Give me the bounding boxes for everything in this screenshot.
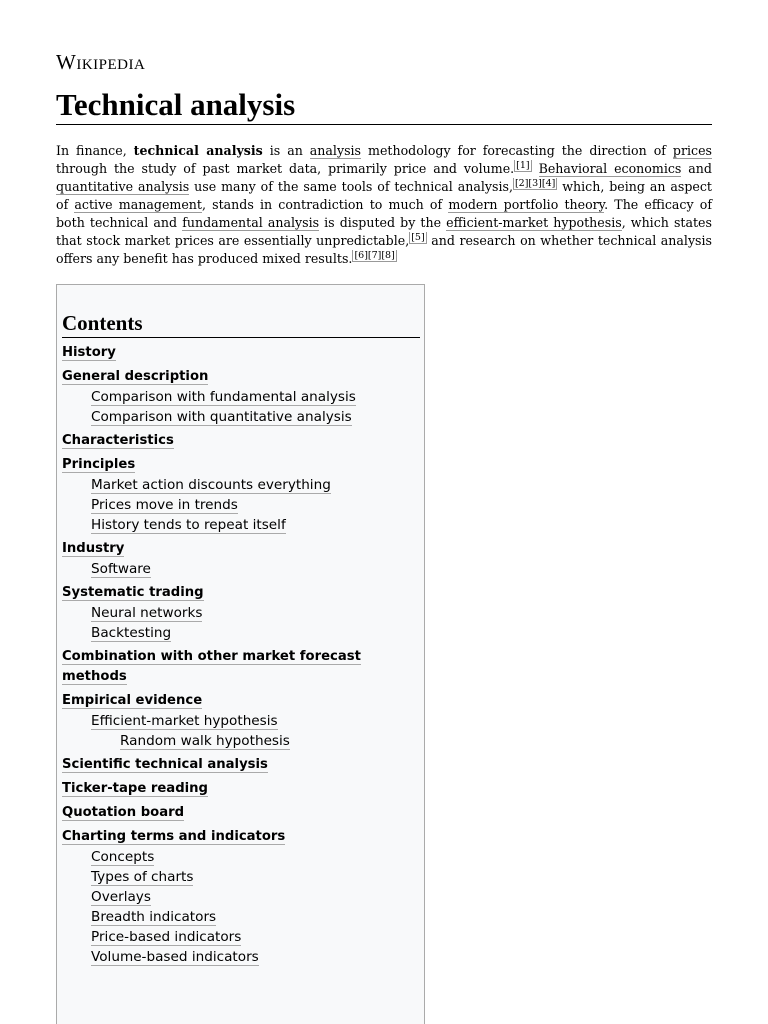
toc-item[interactable] [62,407,424,427]
toc-item[interactable] [62,887,424,907]
toc-item-label: Efficient-market hypothesis [91,713,278,729]
link-quantitative-analysis[interactable]: quantitative analysis [56,179,190,194]
toc-item-label: Volume-based indicators [91,949,259,965]
toc-item[interactable] [62,755,424,775]
toc-item-label: Backtesting [91,625,172,641]
toc-item-label: Random walk hypothesis [120,733,290,749]
toc-item[interactable] [62,927,424,947]
toc-item[interactable] [62,867,424,887]
toc-item-label: Principles [62,457,136,472]
toc-item[interactable] [62,559,424,579]
toc-item-label: Types of charts [91,869,194,885]
intro-paragraph: In finance, technical analysis is an analysis methodology for forecasting the direction of prices through the study of past market data, primarily price and volume. [1] Behavioral economics and quantitative analysis use many of the same tools of technical analysis, [2][3][4] which, being an aspect of active management, stands in contradiction to much of modern portfolio theory. The efficacy of both technical and fundamental analysis is disputed by the efficient-market hypothesis, which states that stock market prices are essentially unpredictable, [5] and research on whether technical analysis offers any benefit has produced mixed results. [6][7][8] [56,143,713,266]
toc-item-label: Neural networks [91,605,203,621]
toc-item-label: Comparison with fundamental analysis [91,389,356,405]
toc-item[interactable] [62,803,424,823]
toc-item[interactable] [62,603,424,623]
wikipedia-logo[interactable]: Wikipedia [56,50,146,74]
toc-item-label: Price-based indicators [91,929,242,945]
toc-item-label: Empirical evidence [62,693,203,708]
bold-term: technical analysis [133,143,263,158]
toc-item[interactable] [62,691,424,711]
toc-item[interactable] [62,947,424,967]
toc-item[interactable] [62,431,424,451]
ref-5[interactable]: [5] [411,232,425,243]
toc-title: Contents [62,309,420,338]
link-analysis[interactable]: analysis [309,143,362,158]
toc-item-label: Breadth indicators [91,909,217,925]
toc-item[interactable] [62,623,424,643]
toc-list [62,343,424,967]
page-title: Technical analysis [56,86,712,125]
toc-item[interactable] [62,455,424,475]
toc-item-label: Overlays [91,889,151,905]
toc-item[interactable] [62,387,424,407]
toc-item-label: Ticker-tape reading [62,781,208,796]
toc-item[interactable] [62,539,424,559]
toc-item[interactable] [62,779,424,799]
toc-item-label: History tends to repeat itself [91,517,286,533]
toc-item-label: Quotation board [62,805,185,820]
ref-2-3-4[interactable]: [2][3][4] [514,178,556,189]
toc-item[interactable] [62,731,424,751]
toc-item-label: Software [91,561,151,577]
toc-item-label: General description [62,369,209,384]
toc-item-label: Market action discounts everything [91,477,331,493]
toc-item[interactable] [62,583,424,603]
toc-item[interactable] [62,827,424,847]
toc-item-label: Comparison with quantitative analysis [91,409,352,425]
link-active-management[interactable]: active management [74,197,202,212]
link-fundamental-analysis[interactable]: fundamental analysis [182,215,320,230]
link-modern-portfolio-theory[interactable]: modern portfolio theory [448,197,605,212]
toc-item-label: Prices move in trends [91,497,238,513]
link-efficient-market-hypothesis[interactable]: efficient-market hypothesis [446,215,622,230]
toc-item-label: History [62,345,116,360]
toc-item[interactable] [62,907,424,927]
ref-6-7-8[interactable]: [6][7][8] [354,250,395,261]
toc-item-label: Concepts [91,849,155,865]
toc-item-label: Systematic trading [62,585,204,600]
table-of-contents [56,284,425,1024]
toc-item[interactable] [62,847,424,867]
toc-item[interactable] [62,475,424,495]
toc-item[interactable] [62,515,424,535]
link-prices[interactable]: prices [672,143,713,158]
toc-item-label: Charting terms and indicators [62,829,286,844]
toc-item-label: Characteristics [62,433,174,448]
toc-item[interactable] [62,711,424,731]
toc-item[interactable] [62,647,424,687]
link-behavioral-economics[interactable]: Behavioral economics [538,161,682,176]
toc-item[interactable] [62,367,424,387]
toc-item[interactable] [62,343,424,363]
toc-item-label: Combination with other market forecast methods [62,649,361,684]
ref-1[interactable]: [1] [516,160,530,171]
toc-item-label: Scientific technical analysis [62,757,268,772]
toc-item[interactable] [62,495,424,515]
toc-item-label: Industry [62,541,125,556]
